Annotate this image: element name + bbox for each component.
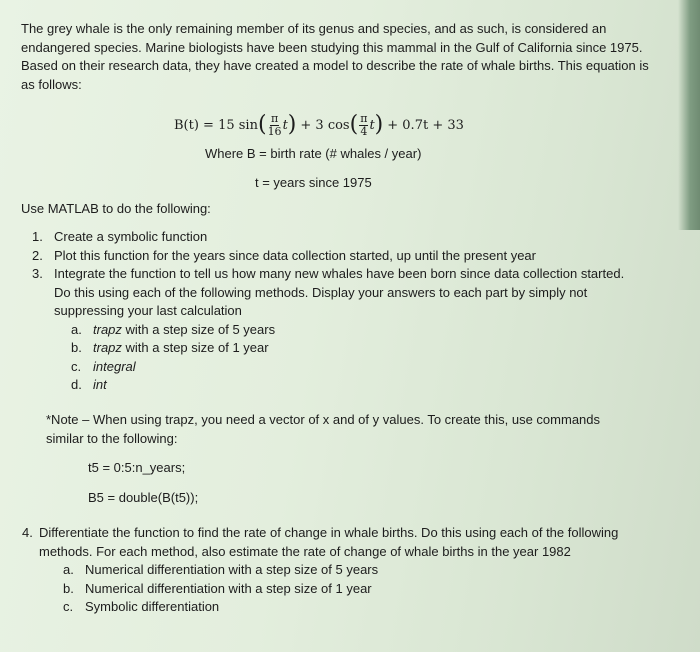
list-item: b. trapz with a step size of 1 year	[71, 340, 269, 355]
page-edge-shadow	[678, 0, 700, 230]
list-item: b. Numerical differentiation with a step size of 1 year	[63, 580, 372, 596]
list-item: d. int	[71, 377, 107, 392]
fraction-pi-over-4: $\frac{\pi}{4}$	[360, 112, 368, 138]
instructions-heading: Use MATLAB to do the following:	[21, 201, 211, 216]
birth-rate-equation: B(t) = 15 sin ( $\frac{\pi}{16}$ t ) + 3 cos ( $\frac{\pi}{4}$ t ) + 0.7t + 33	[174, 111, 464, 138]
equation-tail: + 0.7t + 33	[387, 118, 464, 133]
list-item: a. trapz with a step size of 5 years	[71, 321, 276, 337]
equation-lhs: B(t) = 15 sin	[174, 118, 258, 133]
code-line: t5 = 0:5:n_years;	[88, 460, 186, 475]
list-item: c. integral	[71, 358, 136, 374]
differentiation-methods	[39, 561, 622, 617]
integration-methods	[54, 321, 632, 395]
list-item: 2. Plot this function for the years since data collection started, up until the present year	[32, 247, 536, 263]
fraction-pi-over-16: $\frac{\pi}{16}$	[267, 112, 282, 138]
equation-mid: + 3 cos	[300, 118, 350, 133]
task-list	[32, 228, 632, 395]
list-item: c. Symbolic differentiation	[63, 599, 220, 614]
list-item: a. Numerical differentiation with a step size of 5 years	[63, 562, 379, 577]
differentiate-instructions: Differentiate the function to find the rate of change in whale births. Do this using each of the following methods. For each method, also estimate the rate of change of whale births in the year 1982	[39, 525, 619, 559]
list-item: 1. Create a symbolic function	[32, 229, 208, 244]
intro-paragraph: The grey whale is the only remaining member of its genus and species, and as such, is considered an endangered species. Marine biologists have been studying this mammal in the Gulf of California since 1975. Based on their research data, they have created a model to describe the rate of whale births. This equation is as follows:	[21, 21, 649, 92]
trapz-note: *Note – When using trapz, you need a vector of x and of y values. To create this, use commands similar to the following:	[46, 412, 601, 446]
code-line: B5 = double(B(t5));	[88, 490, 199, 505]
t-definition: t = years since 1975	[255, 175, 372, 190]
list-item: 4. Differentiate the function to find the rate of change in whale births. Do this using each of the following methods. For each method, also estimate the rate of change of whale births in the year 1982 a. Numerical differentiation with a step size of 5 years b. Numerical differentiation with a step size of 1 year c. Symbolic differentiation	[22, 524, 622, 617]
list-item: 3. Integrate the function to tell us how many new whales have been born since data collection started. Do this using each of the following methods. Display your answers to each part by simply not suppressing your last calculation a. trapz with a step size of 5 years b. trapz with a step size of 1 year c. integral d. int	[32, 265, 632, 395]
where-line: Where B = birth rate (# whales / year)	[205, 146, 422, 161]
